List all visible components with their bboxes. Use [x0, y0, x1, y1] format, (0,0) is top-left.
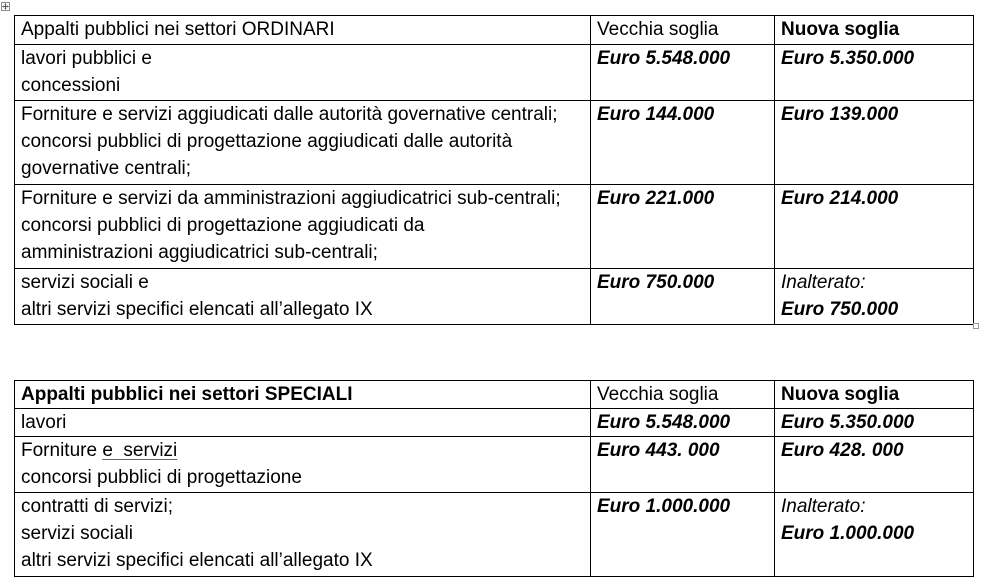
table-row	[15, 409, 974, 437]
description-line: governative centrali;	[21, 158, 192, 179]
description-line: concorsi pubblici di progettazione	[21, 467, 302, 488]
table-header-row	[15, 381, 974, 409]
row-description	[15, 45, 591, 101]
description-line	[21, 437, 584, 464]
table-resize-handle-icon[interactable]	[973, 323, 979, 329]
table-row	[15, 493, 974, 577]
new-threshold-value: Euro 214.000	[775, 185, 974, 269]
description-line: servizi sociali e	[21, 272, 149, 293]
old-threshold-value: Euro 221.000	[591, 185, 775, 269]
description-line: amministrazioni aggiudicatrici sub-centrali;	[21, 242, 378, 263]
description-line: Forniture e servizi da amministrazioni aggiudicatrici sub-centrali;	[21, 188, 561, 209]
old-threshold-header: Vecchia soglia	[591, 16, 775, 45]
speciali-threshold-table	[14, 380, 974, 577]
new-threshold-value: Euro 5.350.000	[775, 409, 974, 437]
table-move-handle-icon[interactable]	[1, 2, 10, 11]
table-title: Appalti pubblici nei settori SPECIALI	[15, 381, 591, 409]
table-header-row	[15, 16, 974, 45]
new-threshold-value: Euro 5.350.000	[775, 45, 974, 101]
old-threshold-value: Euro 5.548.000	[591, 409, 775, 437]
table-row	[15, 45, 974, 101]
description-line: concessioni	[21, 75, 121, 96]
description-prefix: Forniture	[21, 440, 103, 461]
row-description	[15, 185, 591, 269]
table-row	[15, 269, 974, 325]
old-threshold-value: Euro 144.000	[591, 101, 775, 185]
new-threshold-value: Euro 139.000	[775, 101, 974, 185]
new-threshold-header: Nuova soglia	[775, 16, 974, 45]
table-row	[15, 185, 974, 269]
table-title: Appalti pubblici nei settori ORDINARI	[15, 16, 591, 45]
old-threshold-value: Euro 750.000	[591, 269, 775, 325]
description-line: Forniture e servizi aggiudicati dalle autorità governative centrali;	[21, 104, 558, 125]
new-threshold-header: Nuova soglia	[775, 381, 974, 409]
old-threshold-value: Euro 443. 000	[591, 437, 775, 493]
description-line: servizi sociali	[21, 523, 133, 544]
description-line: concorsi pubblici di progettazione aggiudicati da	[21, 215, 425, 236]
old-threshold-value: Euro 1.000.000	[591, 493, 775, 577]
row-description	[15, 269, 591, 325]
description-line: altri servizi specifici elencati all’allegato IX	[21, 550, 373, 571]
old-threshold-header: Vecchia soglia	[591, 381, 775, 409]
new-threshold-cell	[775, 493, 974, 577]
new-threshold-cell	[775, 269, 974, 325]
table-row	[15, 101, 974, 185]
description-line: lavori	[21, 412, 67, 433]
old-threshold-value: Euro 5.548.000	[591, 45, 775, 101]
description-line: concorsi pubblici di progettazione aggiudicati dalle autorità	[21, 131, 513, 152]
description-line: lavori pubblici e	[21, 48, 152, 69]
ordinari-threshold-table	[14, 15, 974, 325]
table-row	[15, 437, 974, 493]
row-description	[15, 409, 591, 437]
unchanged-note: Inalterato:	[781, 272, 866, 293]
row-description	[15, 437, 591, 493]
new-threshold-value: Euro 750.000	[781, 299, 899, 320]
unchanged-note: Inalterato:	[781, 496, 866, 517]
row-description	[15, 493, 591, 577]
new-threshold-value: Euro 1.000.000	[781, 523, 915, 544]
description-line: altri servizi specifici elencati all’allegato IX	[21, 299, 373, 320]
new-threshold-value: Euro 428. 000	[775, 437, 974, 493]
description-line: contratti di servizi;	[21, 496, 174, 517]
row-description	[15, 101, 591, 185]
underlined-text[interactable]: e servizi	[102, 440, 178, 461]
